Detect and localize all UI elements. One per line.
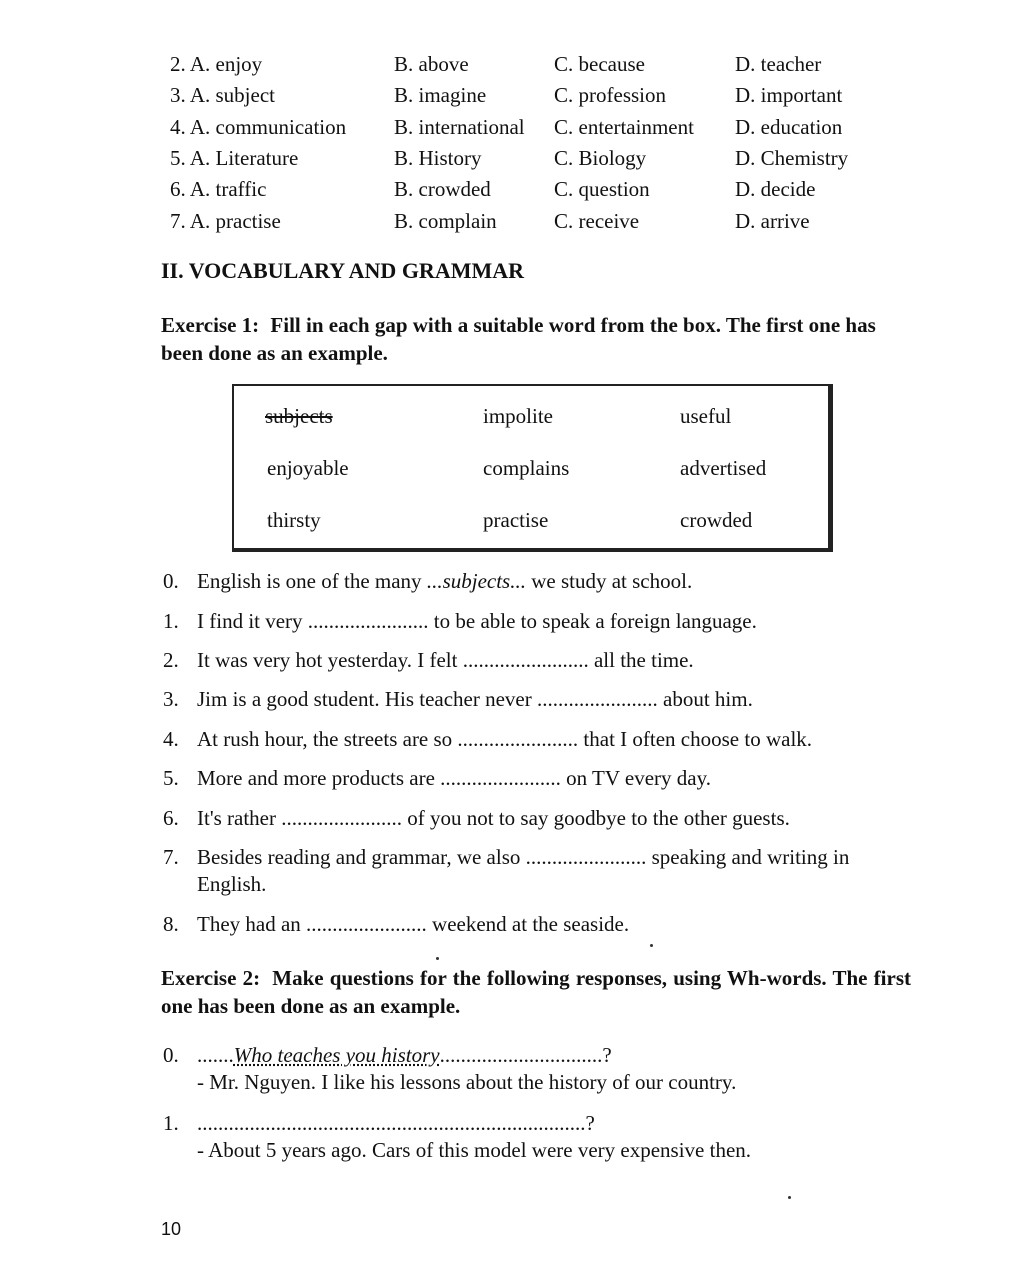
option-b: B. international [394,115,525,139]
question-number: 3. [163,687,179,711]
option-a: 7. A. practise [170,209,281,233]
word-box-item: enjoyable [267,456,349,480]
question-number: 1. [163,1111,179,1135]
word-box-item: thirsty [267,508,321,532]
question-number: 4. [163,727,179,751]
sentence-end: we study at school. [525,569,693,593]
question-number: 8. [163,912,179,936]
option-a: 4. A. communication [170,115,347,139]
option-b: B. imagine [394,83,487,107]
option-b: B. above [394,52,469,76]
option-c: C. because [554,52,645,76]
response-1: - About 5 years ago. Cars of this model were very expensive then. [197,1138,752,1162]
option-c: C. receive [554,209,640,233]
question-text: Jim is a good student. His teacher never ....................... about him. [197,687,753,711]
option-b: B. crowded [394,177,491,201]
page-number: 10 [161,1219,182,1239]
option-d: D. Chemistry [735,146,849,170]
question-7 [163,844,923,900]
question-text: Besides reading and grammar, we also ....................... speaking and writing in English. [197,845,850,896]
scan-speck [650,944,653,947]
example-response: - Mr. Nguyen. I like his lessons about the history of our country. [197,1070,737,1094]
exercise-1-instruction: Fill in each gap with a suitable word from the box. The first one has been done as an example. [161,313,876,365]
question-number: 5. [163,766,179,790]
question-text: It's rather ....................... of you not to say goodbye to the other guests. [197,806,790,830]
option-d: D. teacher [735,52,822,76]
exercise-2-heading [161,964,911,1020]
word-box-item: subjects [265,404,333,428]
option-a: 5. A. Literature [170,146,299,170]
word-box-item: complains [483,456,570,480]
sentence-start: English is one of the many [197,569,427,593]
option-c: C. question [554,177,650,201]
exercise-1-label: Exercise 1: [161,313,260,337]
option-d: D. decide [735,177,816,201]
question-number: 2. [163,648,179,672]
question-text: They had an ....................... weekend at the seaside. [197,912,630,936]
question-number: 1. [163,609,179,633]
word-box [232,384,833,552]
question-number: 0. [163,1043,179,1067]
question-number: 6. [163,806,179,830]
blank-lead: ....... [197,1043,234,1067]
option-d: D. arrive [735,209,810,233]
word-box-item: practise [483,508,549,532]
option-b: B. History [394,146,482,170]
scan-speck [436,957,439,960]
scan-speck [788,1196,791,1199]
example-answer: ...subjects... [426,569,526,593]
option-c: C. profession [554,83,666,107]
word-box-item: advertised [680,456,767,480]
question-text: It was very hot yesterday. I felt ........................ all the time. [197,648,694,672]
exercise-1-heading [161,311,911,367]
word-box-item: crowded [680,508,753,532]
option-c: C. Biology [554,146,647,170]
question-text: More and more products are ....................... on TV every day. [197,766,711,790]
blank-trail: ...............................? [439,1043,612,1067]
question-number: 0. [163,569,179,593]
option-a: 3. A. subject [170,83,275,107]
section-title: II. VOCABULARY AND GRAMMAR [161,258,525,283]
option-d: D. important [735,83,843,107]
exercise-2-instruction: Make questions for the following responses, using Wh-words. The first one has been done as an example. [161,966,911,1018]
option-a: 6. A. traffic [170,177,267,201]
exercise-2-label: Exercise 2: [161,966,261,990]
option-a: 2. A. enjoy [170,52,263,76]
question-text: At rush hour, the streets are so ....................... that I often choose to walk. [197,727,813,751]
question-number: 7. [163,845,179,869]
question-text: I find it very ....................... to be able to speak a foreign language. [197,609,757,633]
option-b: B. complain [394,209,497,233]
question-blank: ..........................................................................? [197,1111,595,1135]
word-box-item: useful [680,404,732,428]
option-c: C. entertainment [554,115,694,139]
word-box-item: impolite [483,404,553,428]
example-question: Who teaches you history [233,1043,440,1067]
option-d: D. education [735,115,843,139]
